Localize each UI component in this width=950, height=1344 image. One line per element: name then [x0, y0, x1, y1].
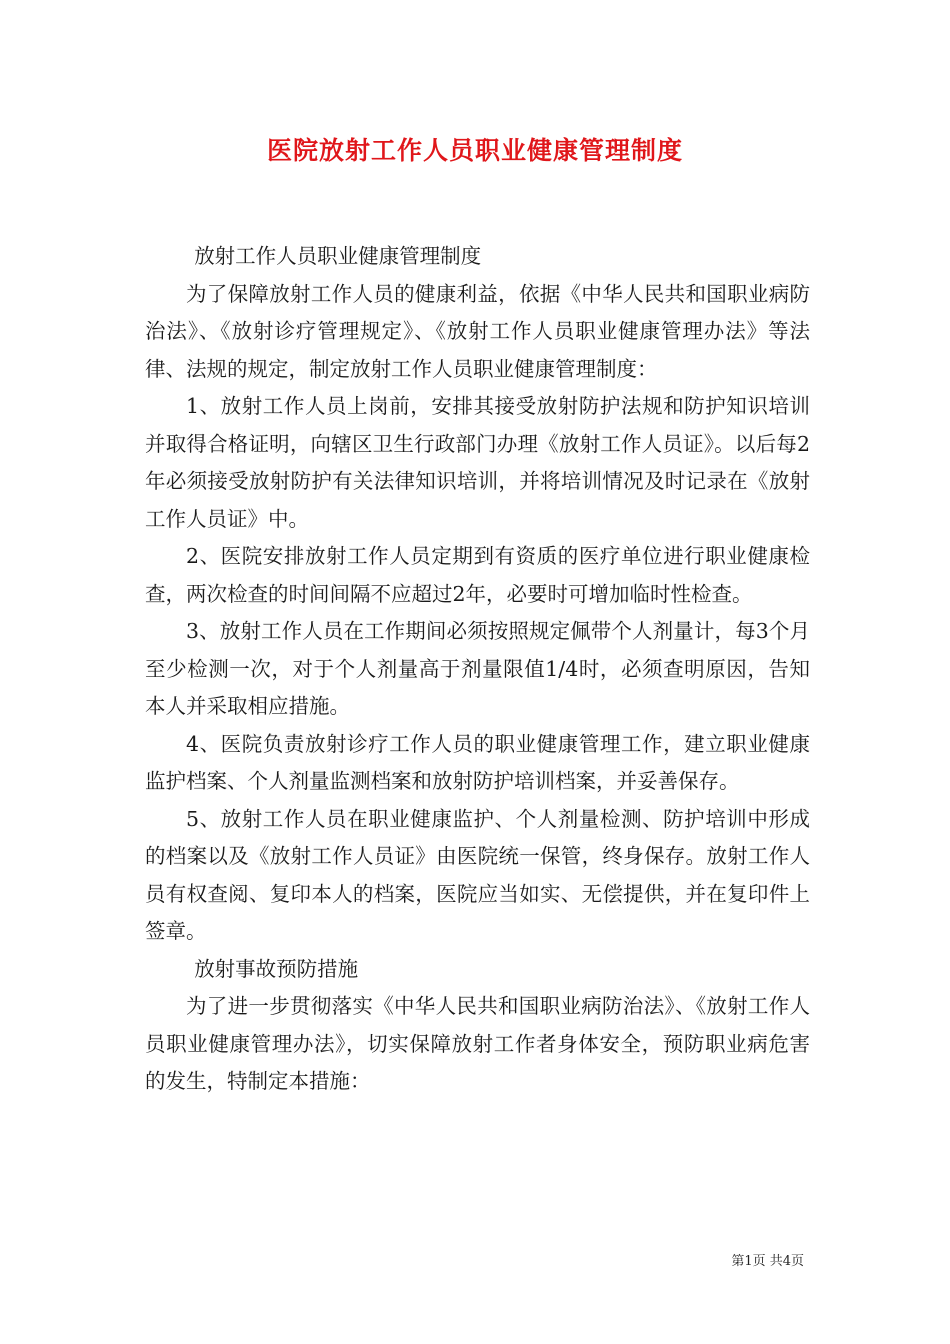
paragraph: 5、放射工作人员在职业健康监护、个人剂量检测、防护培训中形成的档案以及《放射工作人员证》由医院统一保管，终身保存。放射工作人员有权查阅、复印本人的档案，医院应当如实、无偿提供，并在复印件上签章。 [145, 806, 810, 943]
paragraph: 2、医院安排放射工作人员定期到有资质的医疗单位进行职业健康检查，两次检查的时间间隔不应超过2年，必要时可增加临时性检查。 [145, 544, 810, 606]
section-heading: 放射工作人员职业健康管理制度 [194, 244, 482, 268]
paragraph: 为了保障放射工作人员的健康利益，依据《中华人民共和国职业病防治法》、《放射诊疗管理规定》、《放射工作人员职业健康管理办法》等法律、法规的规定，制定放射工作人员职业健康管理制度： [145, 281, 810, 381]
paragraph: 3、放射工作人员在工作期间必须按照规定佩带个人剂量计，每3个月至少检测一次，对于个人剂量高于剂量限值1/4时，必须查明原因，告知本人并采取相应措施。 [145, 619, 810, 718]
document-body [145, 238, 810, 1101]
section-heading: 放射事故预防措施 [194, 956, 359, 981]
document-title: 医院放射工作人员职业健康管理制度 [266, 136, 683, 165]
paragraph: 为了进一步贯彻落实《中华人民共和国职业病防治法》、《放射工作人员职业健康管理办法》，切实保障放射工作者身体安全，预防职业病危害的发生，特制定本措施： [145, 994, 810, 1093]
paragraph: 4、医院负责放射诊疗工作人员的职业健康管理工作，建立职业健康监护档案、个人剂量监测档案和放射防护培训档案，并妥善保存。 [145, 731, 810, 793]
paragraph: 1、放射工作人员上岗前，安排其接受放射防护法规和防护知识培训并取得合格证明，向辖区卫生行政部门办理《放射工作人员证》。以后每2年必须接受放射防护有关法律知识培训，并将培训情况及时记录在《放射工作人员证》中。 [145, 394, 810, 531]
page-number: 第1页 共4页 [731, 1254, 804, 1269]
